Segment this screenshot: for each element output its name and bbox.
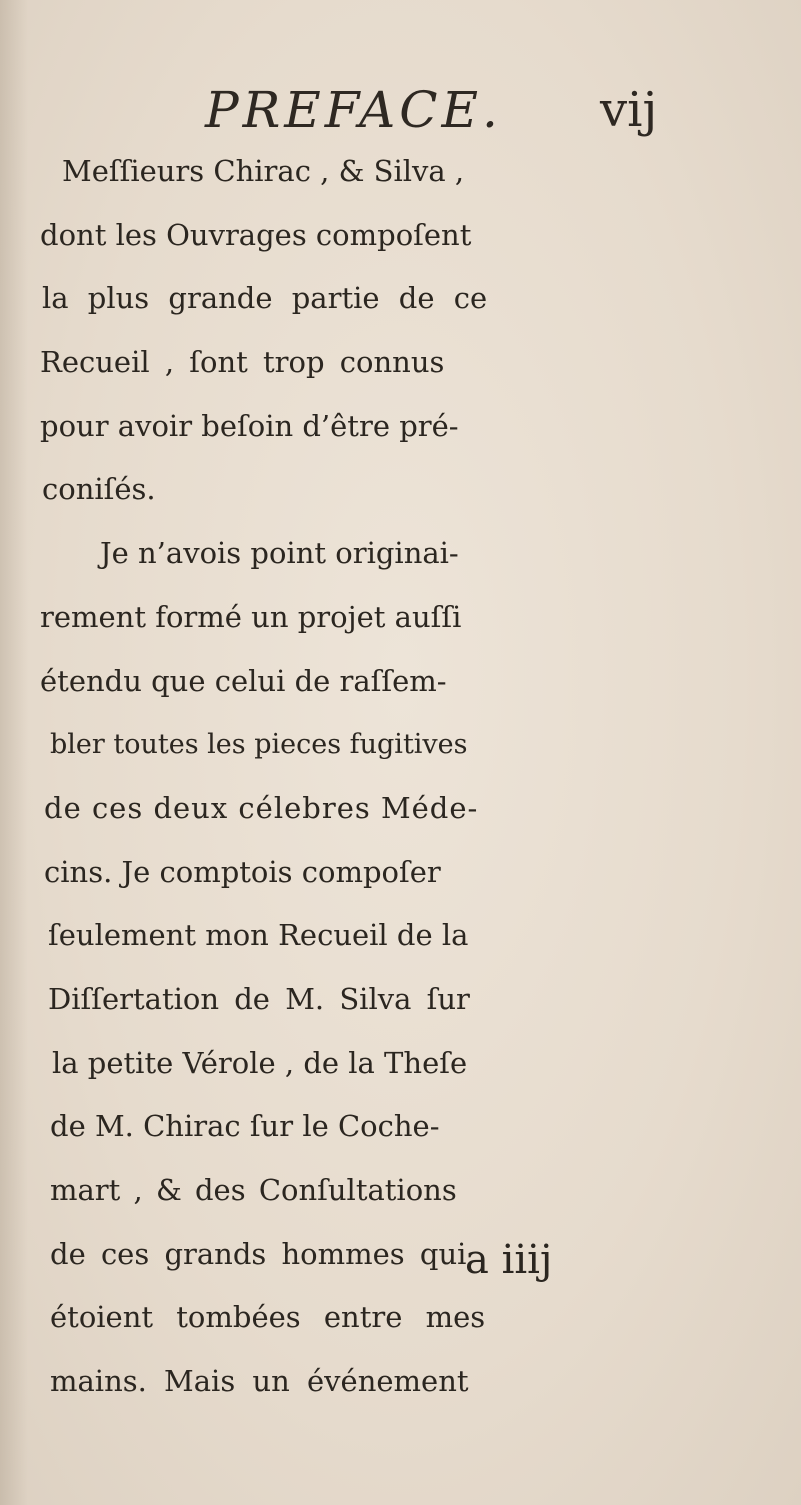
text-line: rement formé un projet auſſi (40, 599, 462, 634)
text-line: de ces deux célebres Méde- (44, 790, 479, 825)
text-line: Diſſertation de M. Silva ſur (48, 981, 470, 1016)
page-number: vij (600, 82, 658, 138)
text-line: pour avoir beſoin d’être pré- (40, 408, 459, 443)
signature-mark: a iiij (465, 1237, 553, 1283)
text-line: la plus grande partie de ce (42, 281, 488, 316)
body-text (38, 140, 778, 1414)
text-line: bler toutes les pieces fugitives (50, 729, 468, 761)
text-line: étendu que celui de raſſem- (40, 663, 447, 698)
gutter-shadow (0, 0, 28, 1505)
text-line: ſeulement mon Recueil de la (48, 918, 469, 953)
text-line: la petite Vérole , de la Theſe (52, 1045, 468, 1080)
text-line: de ces grands hommes qui (50, 1236, 467, 1271)
text-line: mart , & des Conſultations (50, 1173, 457, 1207)
running-head: PREFACE. (205, 81, 502, 139)
text-line: mains. Mais un événement (50, 1364, 469, 1399)
text-line: Recueil , ſont trop connus (40, 345, 445, 380)
text-line: cins. Je comptois compoſer (44, 854, 441, 889)
text-line: Je n’avois point originai- (100, 536, 459, 571)
text-line: de M. Chirac ſur le Coche- (50, 1109, 440, 1144)
text-line: dont les Ouvrages compoſent (40, 217, 472, 252)
text-line: Meſſieurs Chirac , & Silva , (62, 154, 465, 188)
text-line: étoient tombées entre mes (50, 1300, 486, 1335)
text-line: coniſés. (42, 472, 156, 507)
page-header (205, 78, 675, 142)
